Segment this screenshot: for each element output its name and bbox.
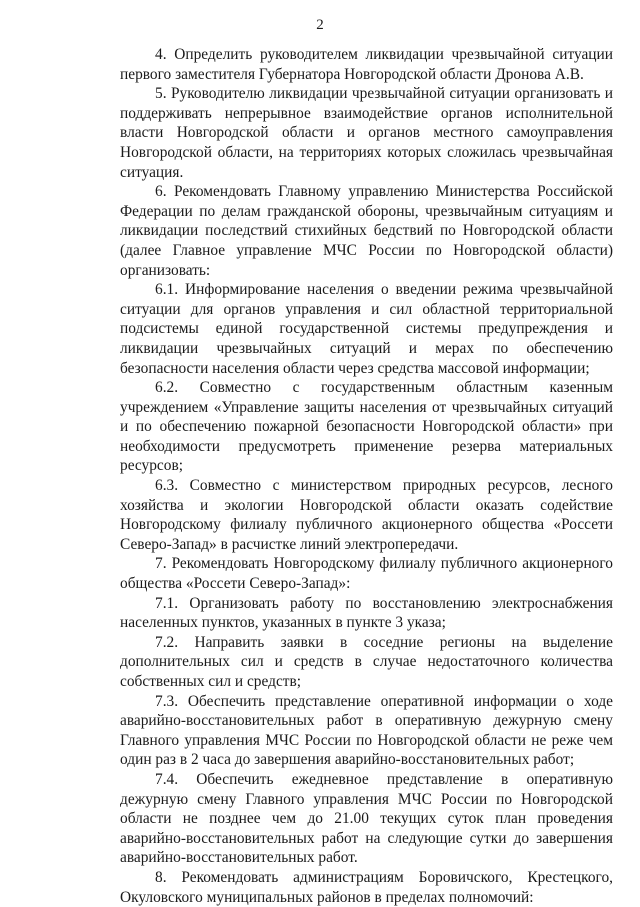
paragraph-item-5: 5. Руководителю ликвидации чрезвычайной ситуации организовать и поддерживать непрерывное взаимодействие органов исполнительной власти Новгородской области и органов местного самоуправления Новгородской области, на территориях которых сложилась чрезвычайная ситуация. xyxy=(120,85,613,181)
paragraph-item-7-3: 7.3. Обеспечить представление оперативной информации о ходе аварийно-восстановительных работ в оперативную дежурную смену Главного управления МЧС России по Новгородской области не реже чем один раз в 2 часа до завершения аварийно-восстановительных работ; xyxy=(120,692,613,769)
paragraph-item-8: 8. Рекомендовать администрациям Боровичского, Крестецкого, Окуловского муниципальных районов в пределах полномочий: xyxy=(120,868,613,906)
paragraph-item-7-1: 7.1. Организовать работу по восстановлению электроснабжения населенных пунктов, указанных в пункте 3 указа; xyxy=(120,594,613,632)
paragraph-item-6-3: 6.3. Совместно с министерством природных ресурсов, лесного хозяйства и экологии Новгородской области оказать содействие Новгородскому филиалу публичного акционерного общества «Россети Северо-Запад» в расчистке линий электропередачи. xyxy=(120,477,613,553)
paragraph-item-7-2: 7.2. Направить заявки в соседние регионы на выделение дополнительных сил и средств в случае недостаточного количества собственных сил и средств; xyxy=(120,633,613,690)
paragraph-item-6-1: 6.1. Информирование населения о введении режима чрезвычайной ситуации для органов управления и сил областной территориальной подсистемы единой государственной системы предупреждения и ликвидации чрезвычайных ситуаций и мерах по обеспечению безопасности населения области через средства массовой информации; xyxy=(120,281,613,377)
page-number: 2 xyxy=(316,17,324,33)
document-body xyxy=(120,45,613,907)
paragraph-item-7-4: 7.4. Обеспечить ежедневное представление в оперативную дежурную смену Главного управления МЧС России по Новгородской области не позднее чем до 21.00 текущих суток план проведения аварийно-восстановительных работ на следующие сутки до завершения аварийно-восстановительных работ. xyxy=(120,770,613,867)
paragraph-item-4: 4. Определить руководителем ликвидации чрезвычайной ситуации первого заместителя Губернатора Новгородской области Дронова А.В. xyxy=(120,46,613,83)
paragraph-item-6: 6. Рекомендовать Главному управлению Министерства Российской Федерации по делам гражданской обороны, чрезвычайным ситуациям и ликвидации последствий стихийных бедствий по Новгородской области (далее Главное управление МЧС России по Новгородской области) организовать: xyxy=(120,183,613,279)
paragraph-item-6-2: 6.2. Совместно с государственным областным казенным учреждением «Управление защиты населения от чрезвычайных ситуаций и по обеспечению пожарной безопасности Новгородской области» при необходимости предусмотреть применение резерва материальных ресурсов; xyxy=(120,379,613,475)
paragraph-item-7: 7. Рекомендовать Новгородскому филиалу публичного акционерного общества «Россети Северо-Запад»: xyxy=(120,555,613,593)
